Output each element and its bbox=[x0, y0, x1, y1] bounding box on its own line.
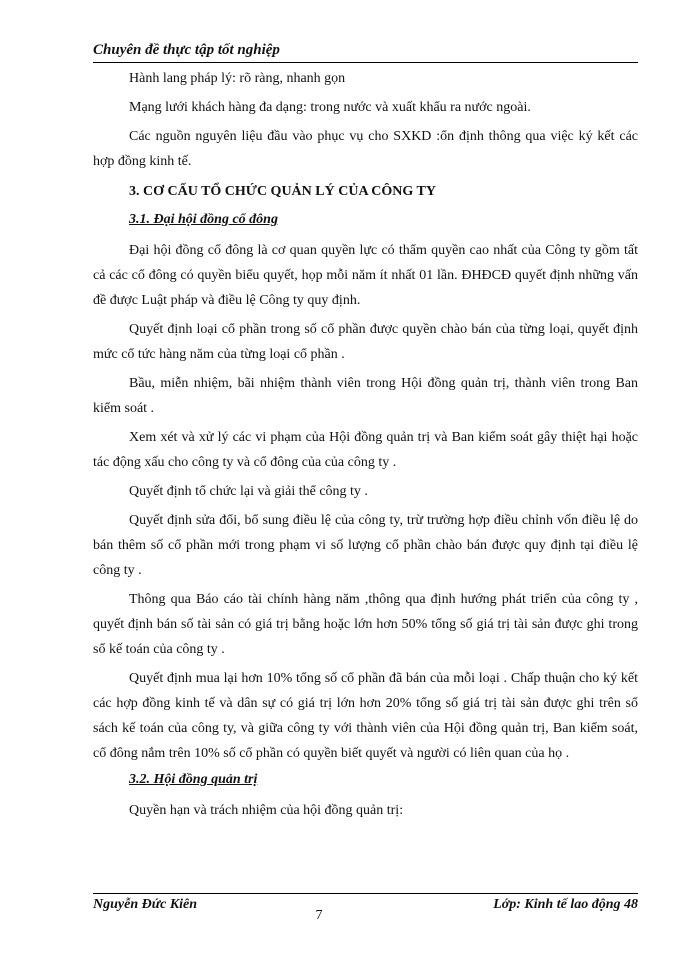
paragraph-board-rights: Quyền hạn và trách nhiệm của hội đồng quản trị: bbox=[129, 803, 404, 818]
paragraph-general-meeting: Đại hội đồng cổ đông là cơ quan quyền lực có thẩm quyền cao nhất của Công ty gồm tất cả các cổ đông có quyền biểu quyết, họp mỗi năm ít nhất 01 lần. ĐHĐCĐ quyết định những vấn đề được Luật pháp và điều lệ Công ty quy định. bbox=[93, 243, 638, 308]
paragraph-legal: Hành lang pháp lý: rõ ràng, nhanh gọn bbox=[129, 71, 346, 86]
paragraph-reorganize: Quyết định tổ chức lại và giải thể công ty . bbox=[129, 484, 368, 499]
header-title: Chuyên đề thực tập tốt nghiệp bbox=[93, 42, 280, 58]
subsection-heading-3-2: 3.2. Hội đồng quản trị bbox=[129, 772, 258, 787]
paragraph-customers: Mạng lưới khách hàng đa dạng: trong nước và xuất khẩu ra nước ngoài. bbox=[129, 100, 531, 115]
subsection-heading-3-1: 3.1. Đại hội đồng cổ đông bbox=[129, 212, 278, 227]
document-body bbox=[93, 66, 638, 823]
footer-divider bbox=[93, 893, 638, 894]
page-number: 7 bbox=[315, 908, 323, 923]
paragraph-materials: Các nguồn nguyên liệu đầu vào phục vụ cho SXKD :ổn định thông qua việc ký kết các hợp đồng kinh tế. bbox=[93, 129, 638, 169]
paragraph-buyback: Quyết định mua lại hơn 10% tổng số cổ phần đã bán của mỗi loại . Chấp thuận cho ký kết các hợp đồng kinh tế và dân sự có giá trị lớn hơn 20% tổng số giá trị tài sản được ghi trên sổ sách kế toán của công ty, và giữa công ty với thành viên của Hội đồng quản trị, Ban kiểm soát, cổ đông nắm trên 10% số cổ phần có quyền biết quyết và người có liên quan của họ . bbox=[93, 671, 638, 761]
paragraph-elect: Bầu, miễn nhiệm, bãi nhiệm thành viên trong Hội đồng quản trị, thành viên trong Ban kiểm soát . bbox=[93, 376, 638, 416]
page-header bbox=[93, 42, 638, 63]
footer-class: Lớp: Kinh tế lao động 48 bbox=[493, 897, 638, 912]
paragraph-share-types: Quyết định loại cổ phần trong số cổ phần được quyền chào bán của từng loại, quyết định mức cổ tức hàng năm của từng loại cổ phần . bbox=[93, 322, 638, 362]
page-number-wrap bbox=[0, 908, 545, 924]
paragraph-amend-charter: Quyết định sửa đổi, bổ sung điều lệ của công ty, trừ trường hợp điều chỉnh vốn điều lệ do bán thêm số cổ phần mới trong phạm vi số lượng cổ phần chào bán được quy định tại điều lệ công ty . bbox=[93, 513, 638, 578]
paragraph-financial-report: Thông qua Báo cáo tài chính hàng năm ,thông qua định hướng phát triển của công ty , quyết định bán số tài sản có giá trị bằng hoặc lớn hơn 50% tổng số giá trị tài sản được ghi trong sổ kế toán của công ty . bbox=[93, 592, 638, 657]
paragraph-violations: Xem xét và xử lý các vi phạm của Hội đồng quản trị và Ban kiểm soát gây thiệt hại hoặc tác động xấu cho công ty và cổ đông của của công ty . bbox=[93, 430, 638, 470]
section-heading-3: 3. CƠ CẤU TỔ CHỨC QUẢN LÝ CỦA CÔNG TY bbox=[129, 184, 436, 199]
footer-author: Nguyễn Đức Kiên bbox=[93, 897, 198, 912]
